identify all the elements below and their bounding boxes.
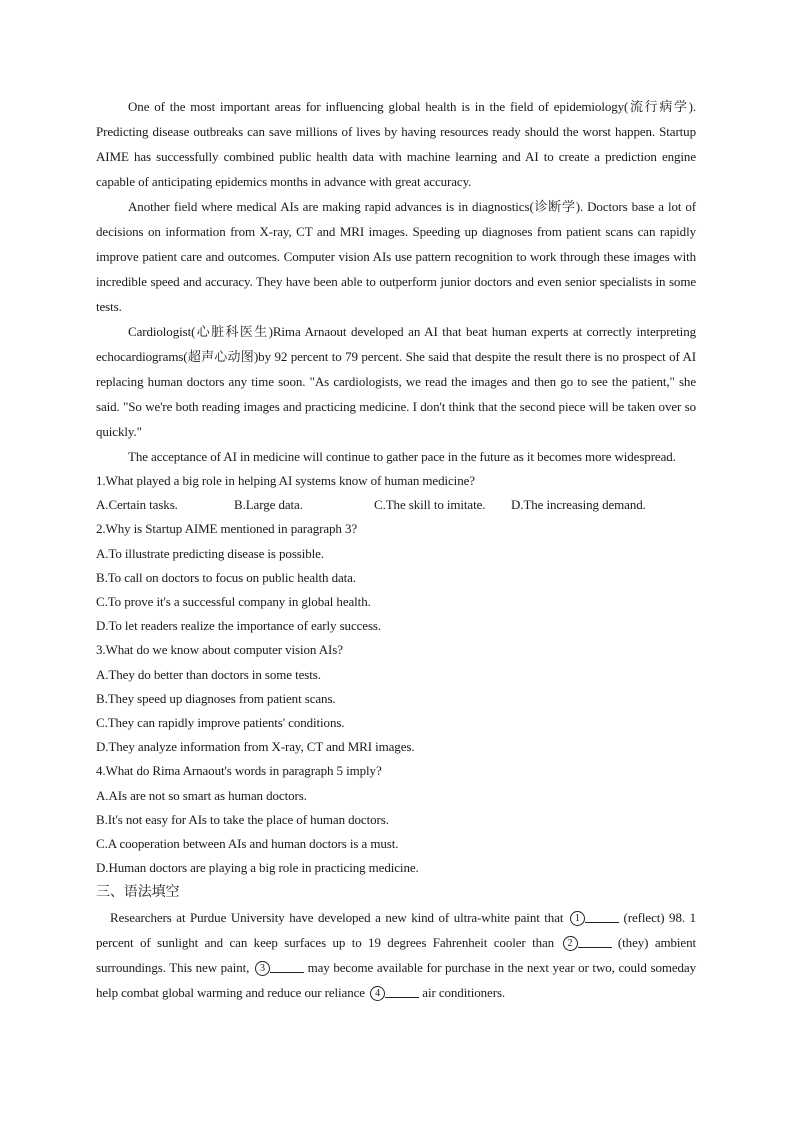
reading-paragraph: Another field where medical AIs are making rapid advances is in diagnostics(诊断学). Doctors base a lot of decisions on information from X-ray, CT and MRI images. Speeding up diagnoses from patient scans can rapidly improve patient care and outcomes. Computer vision AIs use pattern recognition to work through these images with incredible speed and accuracy. They have been able to outperform junior doctors and even senior specialists in some tests.	[96, 199, 696, 314]
option-c: C.The skill to imitate.	[374, 497, 486, 513]
option-a: A.AIs are not so smart as human doctors.	[96, 787, 307, 803]
blank-number: 1	[570, 911, 585, 926]
option-b: B.They speed up diagnoses from patient scans.	[96, 690, 336, 706]
answer-blank	[385, 986, 419, 998]
option-c: C.A cooperation between AIs and human doctors is a must.	[96, 836, 399, 852]
blank-number: 2	[563, 936, 578, 951]
option-b: B.It's not easy for AIs to take the place of human doctors.	[96, 811, 389, 827]
reading-paragraph: The acceptance of AI in medicine will continue to gather pace in the future as it becomes more widespread.	[128, 449, 676, 464]
option-d: D.To let readers realize the importance of early success.	[96, 618, 382, 634]
question-stem: 3.What do we know about computer vision AIs?	[96, 642, 343, 658]
option-d: D.The increasing demand.	[511, 497, 646, 513]
option-a: A.Certain tasks.	[96, 497, 178, 513]
grammar-text: (reflect) 98. 1 percent of sunlight and can keep surfaces up to 19 degrees Fahrenheit cooler than	[96, 910, 696, 951]
grammar-text: air conditioners.	[419, 985, 506, 1001]
option-a: A.They do better than doctors in some tests.	[96, 666, 321, 682]
question-stem: 2.Why is Startup AIME mentioned in paragraph 3?	[96, 521, 358, 537]
grammar-text: (they) ambient surroundings. This new paint,	[96, 935, 696, 976]
option-b: B.To call on doctors to focus on public health data.	[96, 569, 356, 585]
grammar-paragraph	[96, 905, 696, 1005]
question-stem: 4.What do Rima Arnaout's words in paragraph 5 imply?	[96, 763, 382, 779]
section-heading: 三、语法填空	[96, 885, 180, 901]
option-b: B.Large data.	[234, 497, 303, 513]
option-c: C.They can rapidly improve patients' conditions.	[96, 715, 345, 731]
reading-paragraph: Cardiologist(心脏科医生)Rima Arnaout developed an AI that beat human experts at correctly interpreting echocardiograms(超声心动图)by 92 percent to 79 percent. She said that despite the result there is no prospect of AI replacing human doctors any time soon. "As cardiologists, we read the images and then go to see the patient," she said. "So we're both reading images and practicing medicine. I don't think that the second piece will be taken over so quickly."	[96, 324, 696, 439]
grammar-text: may become available for purchase in the next year or two, could someday help combat global warming and reduce our reliance	[96, 960, 696, 1001]
option-d: D.Human doctors are playing a big role in practicing medicine.	[96, 860, 419, 876]
question-stem: 1.What played a big role in helping AI systems know of human medicine?	[96, 473, 475, 488]
answer-blank	[578, 936, 612, 948]
grammar-text: Researchers at Purdue University have developed a new kind of ultra-white paint that	[110, 910, 568, 926]
answer-blank	[585, 911, 619, 923]
question-options-row	[96, 493, 696, 517]
option-a: A.To illustrate predicting disease is possible.	[96, 545, 324, 561]
option-d: D.They analyze information from X-ray, CT and MRI images.	[96, 739, 415, 755]
option-c: C.To prove it's a successful company in global health.	[96, 594, 371, 610]
document-content	[96, 94, 696, 1005]
answer-blank	[270, 961, 304, 973]
blank-number: 4	[370, 986, 385, 1001]
blank-number: 3	[255, 961, 270, 976]
reading-paragraph: One of the most important areas for influencing global health is in the field of epidemiology(流行病学). Predicting disease outbreaks can save millions of lives by having resources ready should the worst happen. Startup AIME has successfully combined public health data with machine learning and AI to create a prediction engine capable of anticipating epidemics months in advance with great accuracy.	[96, 99, 696, 189]
